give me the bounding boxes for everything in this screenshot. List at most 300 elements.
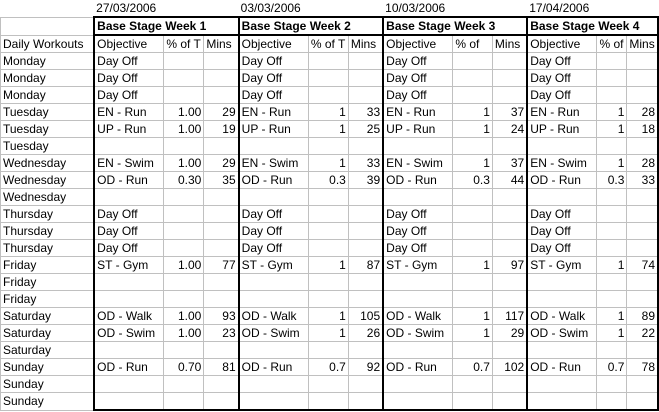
objective-cell[interactable]: ST - Gym (94, 257, 164, 274)
percent-cell[interactable] (308, 206, 348, 223)
mins-cell[interactable] (492, 274, 527, 291)
objective-cell[interactable]: Day Off (94, 240, 164, 257)
day-cell[interactable]: Saturday (1, 342, 95, 359)
objective-cell[interactable]: OD - Run (94, 172, 164, 189)
mins-cell[interactable]: 22 (627, 325, 658, 342)
objective-cell[interactable]: OD - Run (527, 172, 597, 189)
percent-cell[interactable] (597, 342, 627, 359)
mins-cell[interactable] (348, 274, 383, 291)
objective-cell[interactable] (94, 189, 164, 206)
objective-cell[interactable]: OD - Walk (239, 308, 309, 325)
percent-cell[interactable] (164, 291, 204, 308)
mins-cell[interactable]: 24 (492, 121, 527, 138)
percent-cell[interactable]: 1 (453, 104, 493, 121)
percent-cell[interactable]: 0.30 (164, 172, 204, 189)
percent-cell[interactable] (453, 138, 493, 155)
percent-cell[interactable] (164, 223, 204, 240)
percent-cell[interactable] (597, 393, 627, 411)
percent-cell[interactable] (597, 274, 627, 291)
week-date-cell[interactable]: 17/04/2006 (529, 1, 590, 15)
objective-cell[interactable] (94, 342, 164, 359)
percent-cell[interactable]: 1.00 (164, 121, 204, 138)
percent-cell[interactable]: 1 (597, 104, 627, 121)
blank-cell[interactable] (1, 17, 95, 35)
day-cell[interactable]: Thursday (1, 206, 95, 223)
percent-cell[interactable] (164, 189, 204, 206)
mins-cell[interactable]: 37 (492, 104, 527, 121)
objective-cell[interactable] (527, 274, 597, 291)
mins-cell[interactable] (348, 376, 383, 393)
percent-cell[interactable] (308, 393, 348, 411)
objective-cell[interactable]: EN - Swim (527, 155, 597, 172)
percent-cell[interactable]: 1 (453, 308, 493, 325)
objective-cell[interactable] (527, 376, 597, 393)
week-title-cell[interactable]: Base Stage Week 2 (239, 17, 384, 35)
objective-cell[interactable] (239, 189, 309, 206)
day-cell[interactable]: Sunday (1, 376, 95, 393)
percent-cell[interactable] (597, 291, 627, 308)
percent-cell[interactable] (597, 206, 627, 223)
mins-cell[interactable] (348, 393, 383, 411)
percent-cell[interactable] (453, 189, 493, 206)
percent-cell[interactable] (453, 223, 493, 240)
objective-header[interactable]: Objective (383, 35, 453, 53)
objective-cell[interactable]: Day Off (383, 87, 453, 104)
mins-header[interactable]: Mins (348, 35, 383, 53)
day-cell[interactable]: Wednesday (1, 189, 95, 206)
objective-cell[interactable]: OD - Run (383, 172, 453, 189)
mins-cell[interactable] (492, 393, 527, 411)
mins-cell[interactable] (348, 240, 383, 257)
mins-cell[interactable]: 33 (627, 172, 658, 189)
mins-cell[interactable] (492, 138, 527, 155)
percent-cell[interactable]: 1 (308, 155, 348, 172)
objective-cell[interactable]: OD - Run (383, 359, 453, 376)
mins-cell[interactable]: 33 (348, 104, 383, 121)
percent-cell[interactable] (164, 70, 204, 87)
percent-cell[interactable]: 1.00 (164, 155, 204, 172)
mins-cell[interactable]: 117 (492, 308, 527, 325)
objective-cell[interactable]: OD - Swim (383, 325, 453, 342)
mins-cell[interactable] (627, 138, 658, 155)
objective-cell[interactable] (94, 393, 164, 411)
percent-cell[interactable] (597, 87, 627, 104)
mins-cell[interactable] (492, 342, 527, 359)
mins-cell[interactable] (627, 291, 658, 308)
mins-header[interactable]: Mins (492, 35, 527, 53)
mins-cell[interactable] (348, 138, 383, 155)
percent-cell[interactable]: 1 (308, 325, 348, 342)
percent-cell[interactable]: 0.7 (308, 359, 348, 376)
mins-cell[interactable] (627, 206, 658, 223)
mins-cell[interactable]: 77 (204, 257, 239, 274)
day-cell[interactable]: Sunday (1, 393, 95, 411)
objective-cell[interactable] (239, 274, 309, 291)
objective-cell[interactable]: Day Off (239, 87, 309, 104)
day-cell[interactable]: Tuesday (1, 104, 95, 121)
table-row (1, 342, 659, 359)
percent-cell[interactable] (308, 223, 348, 240)
mins-cell[interactable] (492, 53, 527, 70)
objective-cell[interactable]: EN - Run (527, 104, 597, 121)
objective-cell[interactable]: Day Off (383, 206, 453, 223)
percent-cell[interactable]: 0.3 (453, 172, 493, 189)
mins-cell[interactable] (204, 53, 239, 70)
mins-cell[interactable] (204, 70, 239, 87)
objective-cell[interactable]: EN - Run (94, 104, 164, 121)
percent-cell[interactable] (308, 240, 348, 257)
percent-cell[interactable] (453, 393, 493, 411)
mins-header[interactable]: Mins (627, 35, 658, 53)
mins-cell[interactable]: 28 (627, 155, 658, 172)
objective-cell[interactable] (239, 376, 309, 393)
percent-cell[interactable]: 1.00 (164, 104, 204, 121)
percent-cell[interactable] (597, 53, 627, 70)
percent-cell[interactable]: 1 (308, 104, 348, 121)
mins-cell[interactable] (204, 393, 239, 411)
mins-cell[interactable]: 28 (627, 104, 658, 121)
objective-cell[interactable]: OD - Swim (239, 325, 309, 342)
percent-cell[interactable] (164, 206, 204, 223)
objective-cell[interactable]: Day Off (527, 206, 597, 223)
objective-cell[interactable] (383, 291, 453, 308)
percent-cell[interactable] (453, 240, 493, 257)
mins-cell[interactable] (204, 223, 239, 240)
objective-cell[interactable] (239, 138, 309, 155)
mins-cell[interactable]: 29 (204, 155, 239, 172)
mins-cell[interactable] (627, 240, 658, 257)
mins-cell[interactable] (492, 376, 527, 393)
week-date-cell[interactable]: 27/03/2006 (96, 1, 157, 15)
percent-cell[interactable] (597, 189, 627, 206)
mins-cell[interactable] (492, 206, 527, 223)
mins-cell[interactable]: 25 (348, 121, 383, 138)
table-row (1, 393, 659, 411)
percent-cell[interactable] (308, 274, 348, 291)
percent-cell[interactable] (453, 53, 493, 70)
mins-cell[interactable]: 29 (204, 104, 239, 121)
objective-cell[interactable] (383, 189, 453, 206)
objective-cell[interactable]: Day Off (94, 87, 164, 104)
mins-cell[interactable] (492, 291, 527, 308)
objective-cell[interactable] (527, 189, 597, 206)
day-cell[interactable]: Friday (1, 274, 95, 291)
objective-header[interactable]: Objective (527, 35, 597, 53)
percent-cell[interactable]: 1 (597, 257, 627, 274)
day-cell[interactable]: Friday (1, 257, 95, 274)
objective-cell[interactable] (383, 376, 453, 393)
objective-cell[interactable]: OD - Run (239, 359, 309, 376)
percent-header[interactable]: % of (453, 35, 493, 53)
percent-cell[interactable] (597, 70, 627, 87)
objective-cell[interactable]: ST - Gym (239, 257, 309, 274)
percent-cell[interactable]: 1.00 (164, 308, 204, 325)
percent-header[interactable]: % of T (164, 35, 204, 53)
percent-cell[interactable] (453, 70, 493, 87)
mins-header[interactable]: Mins (204, 35, 239, 53)
day-cell[interactable]: Saturday (1, 325, 95, 342)
objective-cell[interactable]: Day Off (239, 240, 309, 257)
objective-cell[interactable]: UP - Run (527, 121, 597, 138)
mins-cell[interactable] (204, 206, 239, 223)
objective-cell[interactable]: OD - Run (527, 359, 597, 376)
mins-cell[interactable]: 89 (627, 308, 658, 325)
percent-cell[interactable] (164, 87, 204, 104)
percent-cell[interactable] (597, 376, 627, 393)
objective-cell[interactable]: OD - Run (94, 359, 164, 376)
mins-cell[interactable]: 74 (627, 257, 658, 274)
percent-cell[interactable] (164, 342, 204, 359)
mins-cell[interactable] (627, 189, 658, 206)
percent-cell[interactable] (308, 291, 348, 308)
week-date-cell[interactable]: 10/03/2006 (385, 1, 446, 15)
day-cell[interactable]: Monday (1, 53, 95, 70)
percent-cell[interactable] (453, 206, 493, 223)
mins-cell[interactable] (348, 342, 383, 359)
objective-cell[interactable] (239, 393, 309, 411)
mins-cell[interactable] (627, 87, 658, 104)
mins-cell[interactable] (348, 189, 383, 206)
mins-cell[interactable]: 102 (492, 359, 527, 376)
mins-cell[interactable] (627, 342, 658, 359)
table-row (1, 257, 659, 274)
day-cell[interactable]: Tuesday (1, 138, 95, 155)
objective-cell[interactable] (527, 342, 597, 359)
percent-cell[interactable] (308, 87, 348, 104)
percent-cell[interactable]: 1.00 (164, 257, 204, 274)
objective-cell[interactable] (383, 138, 453, 155)
mins-cell[interactable]: 92 (348, 359, 383, 376)
objective-cell[interactable]: OD - Walk (94, 308, 164, 325)
mins-cell[interactable] (348, 87, 383, 104)
mins-cell[interactable]: 23 (204, 325, 239, 342)
objective-cell[interactable] (527, 393, 597, 411)
percent-cell[interactable]: 0.3 (308, 172, 348, 189)
mins-cell[interactable] (348, 70, 383, 87)
percent-cell[interactable]: 1 (597, 121, 627, 138)
objective-cell[interactable]: EN - Run (239, 104, 309, 121)
objective-cell[interactable] (239, 291, 309, 308)
day-cell[interactable]: Tuesday (1, 121, 95, 138)
mins-cell[interactable] (204, 87, 239, 104)
objective-cell[interactable]: UP - Run (239, 121, 309, 138)
day-cell[interactable]: Friday (1, 291, 95, 308)
mins-cell[interactable]: 29 (492, 325, 527, 342)
mins-cell[interactable]: 35 (204, 172, 239, 189)
objective-cell[interactable]: Day Off (527, 223, 597, 240)
objective-cell[interactable] (527, 138, 597, 155)
mins-cell[interactable]: 33 (348, 155, 383, 172)
objective-cell[interactable] (94, 138, 164, 155)
day-cell[interactable]: Wednesday (1, 172, 95, 189)
objective-cell[interactable]: Day Off (239, 53, 309, 70)
percent-cell[interactable]: 0.7 (453, 359, 493, 376)
mins-cell[interactable] (348, 291, 383, 308)
mins-cell[interactable]: 81 (204, 359, 239, 376)
objective-cell[interactable]: EN - Swim (94, 155, 164, 172)
mins-cell[interactable]: 18 (627, 121, 658, 138)
objective-header[interactable]: Objective (94, 35, 164, 53)
mins-cell[interactable] (204, 138, 239, 155)
percent-cell[interactable]: 1 (308, 257, 348, 274)
objective-cell[interactable] (383, 274, 453, 291)
objective-cell[interactable]: Day Off (94, 53, 164, 70)
percent-cell[interactable] (308, 376, 348, 393)
mins-cell[interactable]: 26 (348, 325, 383, 342)
mins-cell[interactable] (204, 189, 239, 206)
percent-cell[interactable] (308, 53, 348, 70)
mins-cell[interactable] (492, 87, 527, 104)
objective-cell[interactable]: ST - Gym (527, 257, 597, 274)
mins-cell[interactable] (204, 240, 239, 257)
percent-cell[interactable] (597, 223, 627, 240)
mins-cell[interactable] (348, 223, 383, 240)
week-title-cell[interactable]: Base Stage Week 1 (94, 17, 239, 35)
day-cell[interactable]: Monday (1, 87, 95, 104)
objective-cell[interactable]: Day Off (239, 223, 309, 240)
week-title-cell[interactable]: Base Stage Week 4 (527, 17, 658, 35)
percent-cell[interactable]: 1 (597, 155, 627, 172)
mins-cell[interactable]: 93 (204, 308, 239, 325)
objective-cell[interactable] (94, 291, 164, 308)
percent-cell[interactable]: 0.70 (164, 359, 204, 376)
mins-cell[interactable] (627, 53, 658, 70)
objective-cell[interactable]: EN - Run (383, 104, 453, 121)
mins-cell[interactable] (204, 274, 239, 291)
objective-cell[interactable]: UP - Run (383, 121, 453, 138)
blank-cell[interactable] (1, 0, 95, 17)
mins-cell[interactable] (492, 189, 527, 206)
percent-cell[interactable] (308, 138, 348, 155)
week-title-cell[interactable]: Base Stage Week 3 (383, 17, 527, 35)
percent-cell[interactable]: 1 (453, 257, 493, 274)
mins-cell[interactable] (348, 206, 383, 223)
day-cell[interactable]: Sunday (1, 359, 95, 376)
objective-cell[interactable]: OD - Swim (94, 325, 164, 342)
table-row (1, 291, 659, 308)
mins-cell[interactable] (627, 274, 658, 291)
objective-cell[interactable] (94, 376, 164, 393)
mins-cell[interactable]: 105 (348, 308, 383, 325)
percent-cell[interactable] (453, 274, 493, 291)
objective-cell[interactable] (239, 342, 309, 359)
percent-cell[interactable]: 1 (453, 121, 493, 138)
mins-cell[interactable]: 97 (492, 257, 527, 274)
objective-cell[interactable]: UP - Run (94, 121, 164, 138)
mins-cell[interactable] (492, 240, 527, 257)
percent-header[interactable]: % of (597, 35, 627, 53)
mins-cell[interactable] (204, 291, 239, 308)
objective-cell[interactable] (383, 393, 453, 411)
percent-cell[interactable]: 1 (597, 325, 627, 342)
objective-cell[interactable]: Day Off (239, 70, 309, 87)
percent-cell[interactable] (308, 342, 348, 359)
objective-cell[interactable]: Day Off (383, 223, 453, 240)
percent-cell[interactable] (164, 393, 204, 411)
mins-cell[interactable] (492, 223, 527, 240)
objective-cell[interactable]: ST - Gym (383, 257, 453, 274)
week-date-cell[interactable]: 03/03/2006 (240, 1, 301, 15)
objective-cell[interactable]: Day Off (383, 70, 453, 87)
percent-cell[interactable] (597, 138, 627, 155)
mins-cell[interactable] (627, 223, 658, 240)
percent-cell[interactable] (453, 376, 493, 393)
objective-cell[interactable]: Day Off (383, 240, 453, 257)
day-cell[interactable]: Thursday (1, 240, 95, 257)
objective-cell[interactable]: Day Off (527, 53, 597, 70)
day-cell[interactable]: Thursday (1, 223, 95, 240)
objective-cell[interactable]: Day Off (527, 87, 597, 104)
percent-cell[interactable] (453, 87, 493, 104)
day-cell[interactable]: Wednesday (1, 155, 95, 172)
percent-header[interactable]: % of T (308, 35, 348, 53)
objective-cell[interactable]: Day Off (527, 70, 597, 87)
mins-cell[interactable]: 19 (204, 121, 239, 138)
objective-header[interactable]: Objective (239, 35, 309, 53)
mins-cell[interactable] (204, 342, 239, 359)
percent-cell[interactable] (453, 342, 493, 359)
mins-cell[interactable]: 44 (492, 172, 527, 189)
percent-cell[interactable] (164, 376, 204, 393)
objective-cell[interactable]: OD - Swim (527, 325, 597, 342)
percent-cell[interactable] (164, 138, 204, 155)
day-cell[interactable]: Saturday (1, 308, 95, 325)
objective-cell[interactable]: Day Off (383, 53, 453, 70)
objective-cell[interactable]: OD - Walk (527, 308, 597, 325)
mins-cell[interactable]: 78 (627, 359, 658, 376)
percent-cell[interactable]: 1 (453, 155, 493, 172)
percent-cell[interactable] (453, 291, 493, 308)
mins-cell[interactable]: 37 (492, 155, 527, 172)
percent-cell[interactable]: 1 (308, 308, 348, 325)
percent-cell[interactable] (308, 70, 348, 87)
mins-cell[interactable] (348, 53, 383, 70)
percent-cell[interactable] (164, 53, 204, 70)
mins-cell[interactable]: 87 (348, 257, 383, 274)
mins-cell[interactable] (627, 70, 658, 87)
daily-workouts-header[interactable]: Daily Workouts (1, 35, 95, 53)
percent-cell[interactable] (164, 240, 204, 257)
percent-cell[interactable]: 1 (597, 308, 627, 325)
mins-cell[interactable] (204, 376, 239, 393)
mins-cell[interactable] (627, 376, 658, 393)
objective-cell[interactable]: EN - Swim (383, 155, 453, 172)
percent-cell[interactable] (164, 274, 204, 291)
percent-cell[interactable]: 1 (453, 325, 493, 342)
objective-cell[interactable] (94, 274, 164, 291)
mins-cell[interactable] (492, 70, 527, 87)
mins-cell[interactable] (627, 393, 658, 411)
percent-cell[interactable]: 0.7 (597, 359, 627, 376)
objective-cell[interactable]: EN - Swim (239, 155, 309, 172)
objective-cell[interactable]: Day Off (527, 240, 597, 257)
objective-cell[interactable]: Day Off (94, 223, 164, 240)
percent-cell[interactable]: 0.3 (597, 172, 627, 189)
objective-cell[interactable] (383, 342, 453, 359)
objective-cell[interactable]: OD - Walk (383, 308, 453, 325)
objective-cell[interactable]: Day Off (94, 70, 164, 87)
objective-cell[interactable]: Day Off (94, 206, 164, 223)
percent-cell[interactable]: 1.00 (164, 325, 204, 342)
objective-cell[interactable] (527, 291, 597, 308)
day-cell[interactable]: Monday (1, 70, 95, 87)
mins-cell[interactable]: 39 (348, 172, 383, 189)
objective-cell[interactable]: OD - Run (239, 172, 309, 189)
percent-cell[interactable] (597, 240, 627, 257)
percent-cell[interactable]: 1 (308, 121, 348, 138)
objective-cell[interactable]: Day Off (239, 206, 309, 223)
percent-cell[interactable] (308, 189, 348, 206)
